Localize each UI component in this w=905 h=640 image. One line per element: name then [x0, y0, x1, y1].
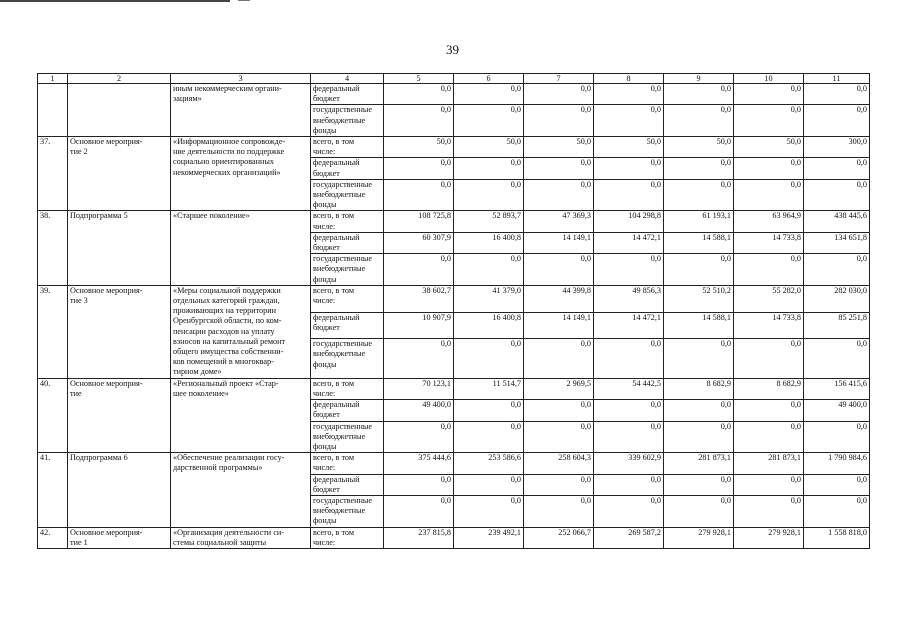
value-cell: 0,0 — [384, 254, 454, 286]
value-cell: 0,0 — [594, 421, 664, 453]
header-cell: 10 — [734, 74, 804, 84]
value-cell: 0,0 — [454, 254, 524, 286]
value-cell: 0,0 — [664, 339, 734, 378]
value-cell: 14 733,8 — [734, 232, 804, 253]
value-cell: 47 369,3 — [524, 211, 594, 232]
header-cell: 3 — [171, 74, 311, 84]
value-cell: 0,0 — [524, 339, 594, 378]
header-cell: 8 — [594, 74, 664, 84]
funding-source: государственные внебюджетные фонды — [311, 339, 384, 378]
value-cell: 0,0 — [804, 105, 870, 137]
funding-source: федеральный бюджет — [311, 84, 384, 105]
value-cell: 0,0 — [734, 474, 804, 495]
value-cell: 0,0 — [734, 179, 804, 211]
value-cell: 239 492,1 — [454, 527, 524, 548]
value-cell: 14 733,8 — [734, 312, 804, 339]
value-cell: 0,0 — [384, 421, 454, 453]
row-number: 39. — [38, 285, 68, 378]
value-cell: 14 472,1 — [594, 232, 664, 253]
row-title: «Старшее поколение» — [171, 211, 311, 285]
value-cell: 0,0 — [734, 421, 804, 453]
value-cell: 134 651,8 — [804, 232, 870, 253]
value-cell: 0,0 — [454, 158, 524, 179]
value-cell: 339 602,9 — [594, 453, 664, 474]
header-cell: 2 — [68, 74, 171, 84]
row-item — [68, 84, 171, 137]
header-rule-short — [238, 0, 250, 1]
row-title: «Меры социальной поддержки отдельных категорий граждан, проживающих на территории Оренбургской области, по ком- пенсации расходов на уплату взносов на капитальный ремонт общего имущества собственни- ков помещений в многоквар- тирном доме» — [171, 285, 311, 378]
value-cell: 0,0 — [454, 421, 524, 453]
value-cell: 0,0 — [804, 254, 870, 286]
value-cell: 85 251,8 — [804, 312, 870, 339]
funding-source: всего, в том числе: — [311, 453, 384, 474]
table-row — [38, 378, 870, 399]
value-cell: 0,0 — [664, 105, 734, 137]
value-cell: 282 030,0 — [804, 285, 870, 312]
value-cell: 14 588,1 — [664, 312, 734, 339]
value-cell: 1 558 818,0 — [804, 527, 870, 548]
value-cell: 0,0 — [804, 495, 870, 527]
value-cell: 0,0 — [384, 84, 454, 105]
value-cell: 258 604,3 — [524, 453, 594, 474]
value-cell: 38 602,7 — [384, 285, 454, 312]
value-cell: 0,0 — [734, 84, 804, 105]
table-row — [38, 211, 870, 232]
row-item: Подпрограмма 6 — [68, 453, 171, 527]
header-cell: 9 — [664, 74, 734, 84]
value-cell: 0,0 — [524, 474, 594, 495]
funding-source: всего, в том числе: — [311, 211, 384, 232]
row-number — [38, 84, 68, 137]
value-cell: 0,0 — [594, 474, 664, 495]
value-cell: 0,0 — [594, 254, 664, 286]
funding-source: федеральный бюджет — [311, 400, 384, 421]
value-cell: 253 586,6 — [454, 453, 524, 474]
value-cell: 0,0 — [524, 254, 594, 286]
value-cell: 252 066,7 — [524, 527, 594, 548]
funding-source: всего, в том числе: — [311, 527, 384, 548]
value-cell: 0,0 — [454, 84, 524, 105]
value-cell: 60 307,9 — [384, 232, 454, 253]
value-cell: 0,0 — [804, 339, 870, 378]
value-cell: 0,0 — [384, 158, 454, 179]
row-title: иным некоммерческим органи- зациям» — [171, 84, 311, 137]
value-cell: 0,0 — [524, 84, 594, 105]
value-cell: 16 400,8 — [454, 232, 524, 253]
row-number: 38. — [38, 211, 68, 285]
value-cell: 0,0 — [664, 179, 734, 211]
page-number: 39 — [446, 42, 459, 57]
value-cell: 14 472,1 — [594, 312, 664, 339]
funding-source: федеральный бюджет — [311, 232, 384, 253]
value-cell: 50,0 — [454, 137, 524, 158]
funding-source: всего, в том числе: — [311, 285, 384, 312]
value-cell: 50,0 — [734, 137, 804, 158]
value-cell: 63 964,9 — [734, 211, 804, 232]
funding-source: государственные внебюджетные фонды — [311, 105, 384, 137]
value-cell: 279 928,1 — [734, 527, 804, 548]
value-cell: 0,0 — [594, 105, 664, 137]
value-cell: 0,0 — [594, 339, 664, 378]
header-cell: 4 — [311, 74, 384, 84]
funding-source: федеральный бюджет — [311, 474, 384, 495]
value-cell: 0,0 — [664, 84, 734, 105]
row-item: Основное мероприя- тие 3 — [68, 285, 171, 378]
value-cell: 0,0 — [734, 254, 804, 286]
table-row — [38, 527, 870, 548]
value-cell: 0,0 — [384, 339, 454, 378]
value-cell: 14 149,1 — [524, 232, 594, 253]
value-cell: 50,0 — [384, 137, 454, 158]
value-cell: 0,0 — [664, 421, 734, 453]
value-cell: 0,0 — [454, 474, 524, 495]
value-cell: 0,0 — [734, 105, 804, 137]
value-cell: 70 123,1 — [384, 378, 454, 399]
row-title: «Организация деятельности си- стемы социальной защиты — [171, 527, 311, 548]
value-cell: 237 815,8 — [384, 527, 454, 548]
table-row — [38, 285, 870, 312]
value-cell: 0,0 — [454, 105, 524, 137]
value-cell: 0,0 — [524, 179, 594, 211]
value-cell: 0,0 — [734, 158, 804, 179]
value-cell: 1 790 984,6 — [804, 453, 870, 474]
value-cell: 8 682,9 — [664, 378, 734, 399]
table-row — [38, 84, 870, 105]
value-cell: 0,0 — [804, 474, 870, 495]
value-cell: 0,0 — [664, 158, 734, 179]
value-cell: 108 725,8 — [384, 211, 454, 232]
value-cell: 0,0 — [594, 495, 664, 527]
value-cell: 269 587,2 — [594, 527, 664, 548]
funding-source: государственные внебюджетные фонды — [311, 495, 384, 527]
value-cell: 0,0 — [664, 400, 734, 421]
row-item: Основное мероприя- тие — [68, 378, 171, 452]
value-cell: 8 682,9 — [734, 378, 804, 399]
funding-source: федеральный бюджет — [311, 312, 384, 339]
value-cell: 2 969,5 — [524, 378, 594, 399]
row-title: «Региональный проект «Стар- шее поколение» — [171, 378, 311, 452]
value-cell: 54 442,5 — [594, 378, 664, 399]
row-item: Основное мероприя- тие 1 — [68, 527, 171, 548]
value-cell: 281 873,1 — [664, 453, 734, 474]
header-cell: 6 — [454, 74, 524, 84]
value-cell: 104 298,8 — [594, 211, 664, 232]
value-cell: 281 873,1 — [734, 453, 804, 474]
value-cell: 55 282,0 — [734, 285, 804, 312]
value-cell: 0,0 — [454, 339, 524, 378]
value-cell: 50,0 — [524, 137, 594, 158]
value-cell: 0,0 — [734, 400, 804, 421]
value-cell: 279 928,1 — [664, 527, 734, 548]
value-cell: 0,0 — [454, 495, 524, 527]
row-number: 37. — [38, 137, 68, 211]
funding-source: государственные внебюджетные фонды — [311, 254, 384, 286]
value-cell: 0,0 — [594, 158, 664, 179]
value-cell: 0,0 — [804, 84, 870, 105]
funding-source: государственные внебюджетные фонды — [311, 421, 384, 453]
row-title: «Обеспечение реализации госу- дарственной программы» — [171, 453, 311, 527]
header-cell: 5 — [384, 74, 454, 84]
row-number: 40. — [38, 378, 68, 452]
value-cell: 49 400,0 — [384, 400, 454, 421]
funding-source: всего, в том числе: — [311, 378, 384, 399]
value-cell: 0,0 — [524, 400, 594, 421]
funding-source: федеральный бюджет — [311, 158, 384, 179]
value-cell: 0,0 — [524, 158, 594, 179]
value-cell: 44 399,8 — [524, 285, 594, 312]
header-cell: 1 — [38, 74, 68, 84]
value-cell: 0,0 — [734, 339, 804, 378]
row-number: 42. — [38, 527, 68, 548]
value-cell: 0,0 — [594, 179, 664, 211]
value-cell: 10 907,9 — [384, 312, 454, 339]
value-cell: 0,0 — [524, 495, 594, 527]
value-cell: 0,0 — [804, 421, 870, 453]
value-cell: 0,0 — [384, 179, 454, 211]
value-cell: 0,0 — [804, 179, 870, 211]
value-cell: 50,0 — [664, 137, 734, 158]
value-cell: 0,0 — [454, 400, 524, 421]
table-row — [38, 453, 870, 474]
value-cell: 156 415,6 — [804, 378, 870, 399]
value-cell: 0,0 — [734, 495, 804, 527]
value-cell: 16 400,8 — [454, 312, 524, 339]
value-cell: 41 379,0 — [454, 285, 524, 312]
value-cell: 300,0 — [804, 137, 870, 158]
value-cell: 0,0 — [804, 158, 870, 179]
value-cell: 0,0 — [384, 474, 454, 495]
row-title: «Информационное сопровожде- ние деятельности по поддержке социально ориентированных некоммерческих организаций» — [171, 137, 311, 211]
header-rule — [0, 0, 230, 2]
funding-source: государственные внебюджетные фонды — [311, 179, 384, 211]
value-cell: 375 444,6 — [384, 453, 454, 474]
value-cell: 49 856,3 — [594, 285, 664, 312]
row-item: Подпрограмма 5 — [68, 211, 171, 285]
value-cell: 11 514,7 — [454, 378, 524, 399]
value-cell: 0,0 — [594, 84, 664, 105]
budget-table — [37, 73, 870, 549]
value-cell: 0,0 — [524, 421, 594, 453]
header-row — [38, 74, 870, 84]
header-cell: 7 — [524, 74, 594, 84]
value-cell: 0,0 — [664, 474, 734, 495]
value-cell: 49 400,0 — [804, 400, 870, 421]
value-cell: 0,0 — [384, 495, 454, 527]
value-cell: 61 193,1 — [664, 211, 734, 232]
value-cell: 14 588,1 — [664, 232, 734, 253]
value-cell: 438 445,6 — [804, 211, 870, 232]
table-row — [38, 137, 870, 158]
value-cell: 0,0 — [664, 495, 734, 527]
value-cell: 0,0 — [524, 105, 594, 137]
value-cell: 0,0 — [664, 254, 734, 286]
value-cell: 0,0 — [454, 179, 524, 211]
row-number: 41. — [38, 453, 68, 527]
value-cell: 14 149,1 — [524, 312, 594, 339]
row-item: Основное мероприя- тие 2 — [68, 137, 171, 211]
value-cell: 52 893,7 — [454, 211, 524, 232]
value-cell: 52 510,2 — [664, 285, 734, 312]
value-cell: 50,0 — [594, 137, 664, 158]
funding-source: всего, в том числе: — [311, 137, 384, 158]
value-cell: 0,0 — [594, 400, 664, 421]
value-cell: 0,0 — [384, 105, 454, 137]
header-cell: 11 — [804, 74, 870, 84]
